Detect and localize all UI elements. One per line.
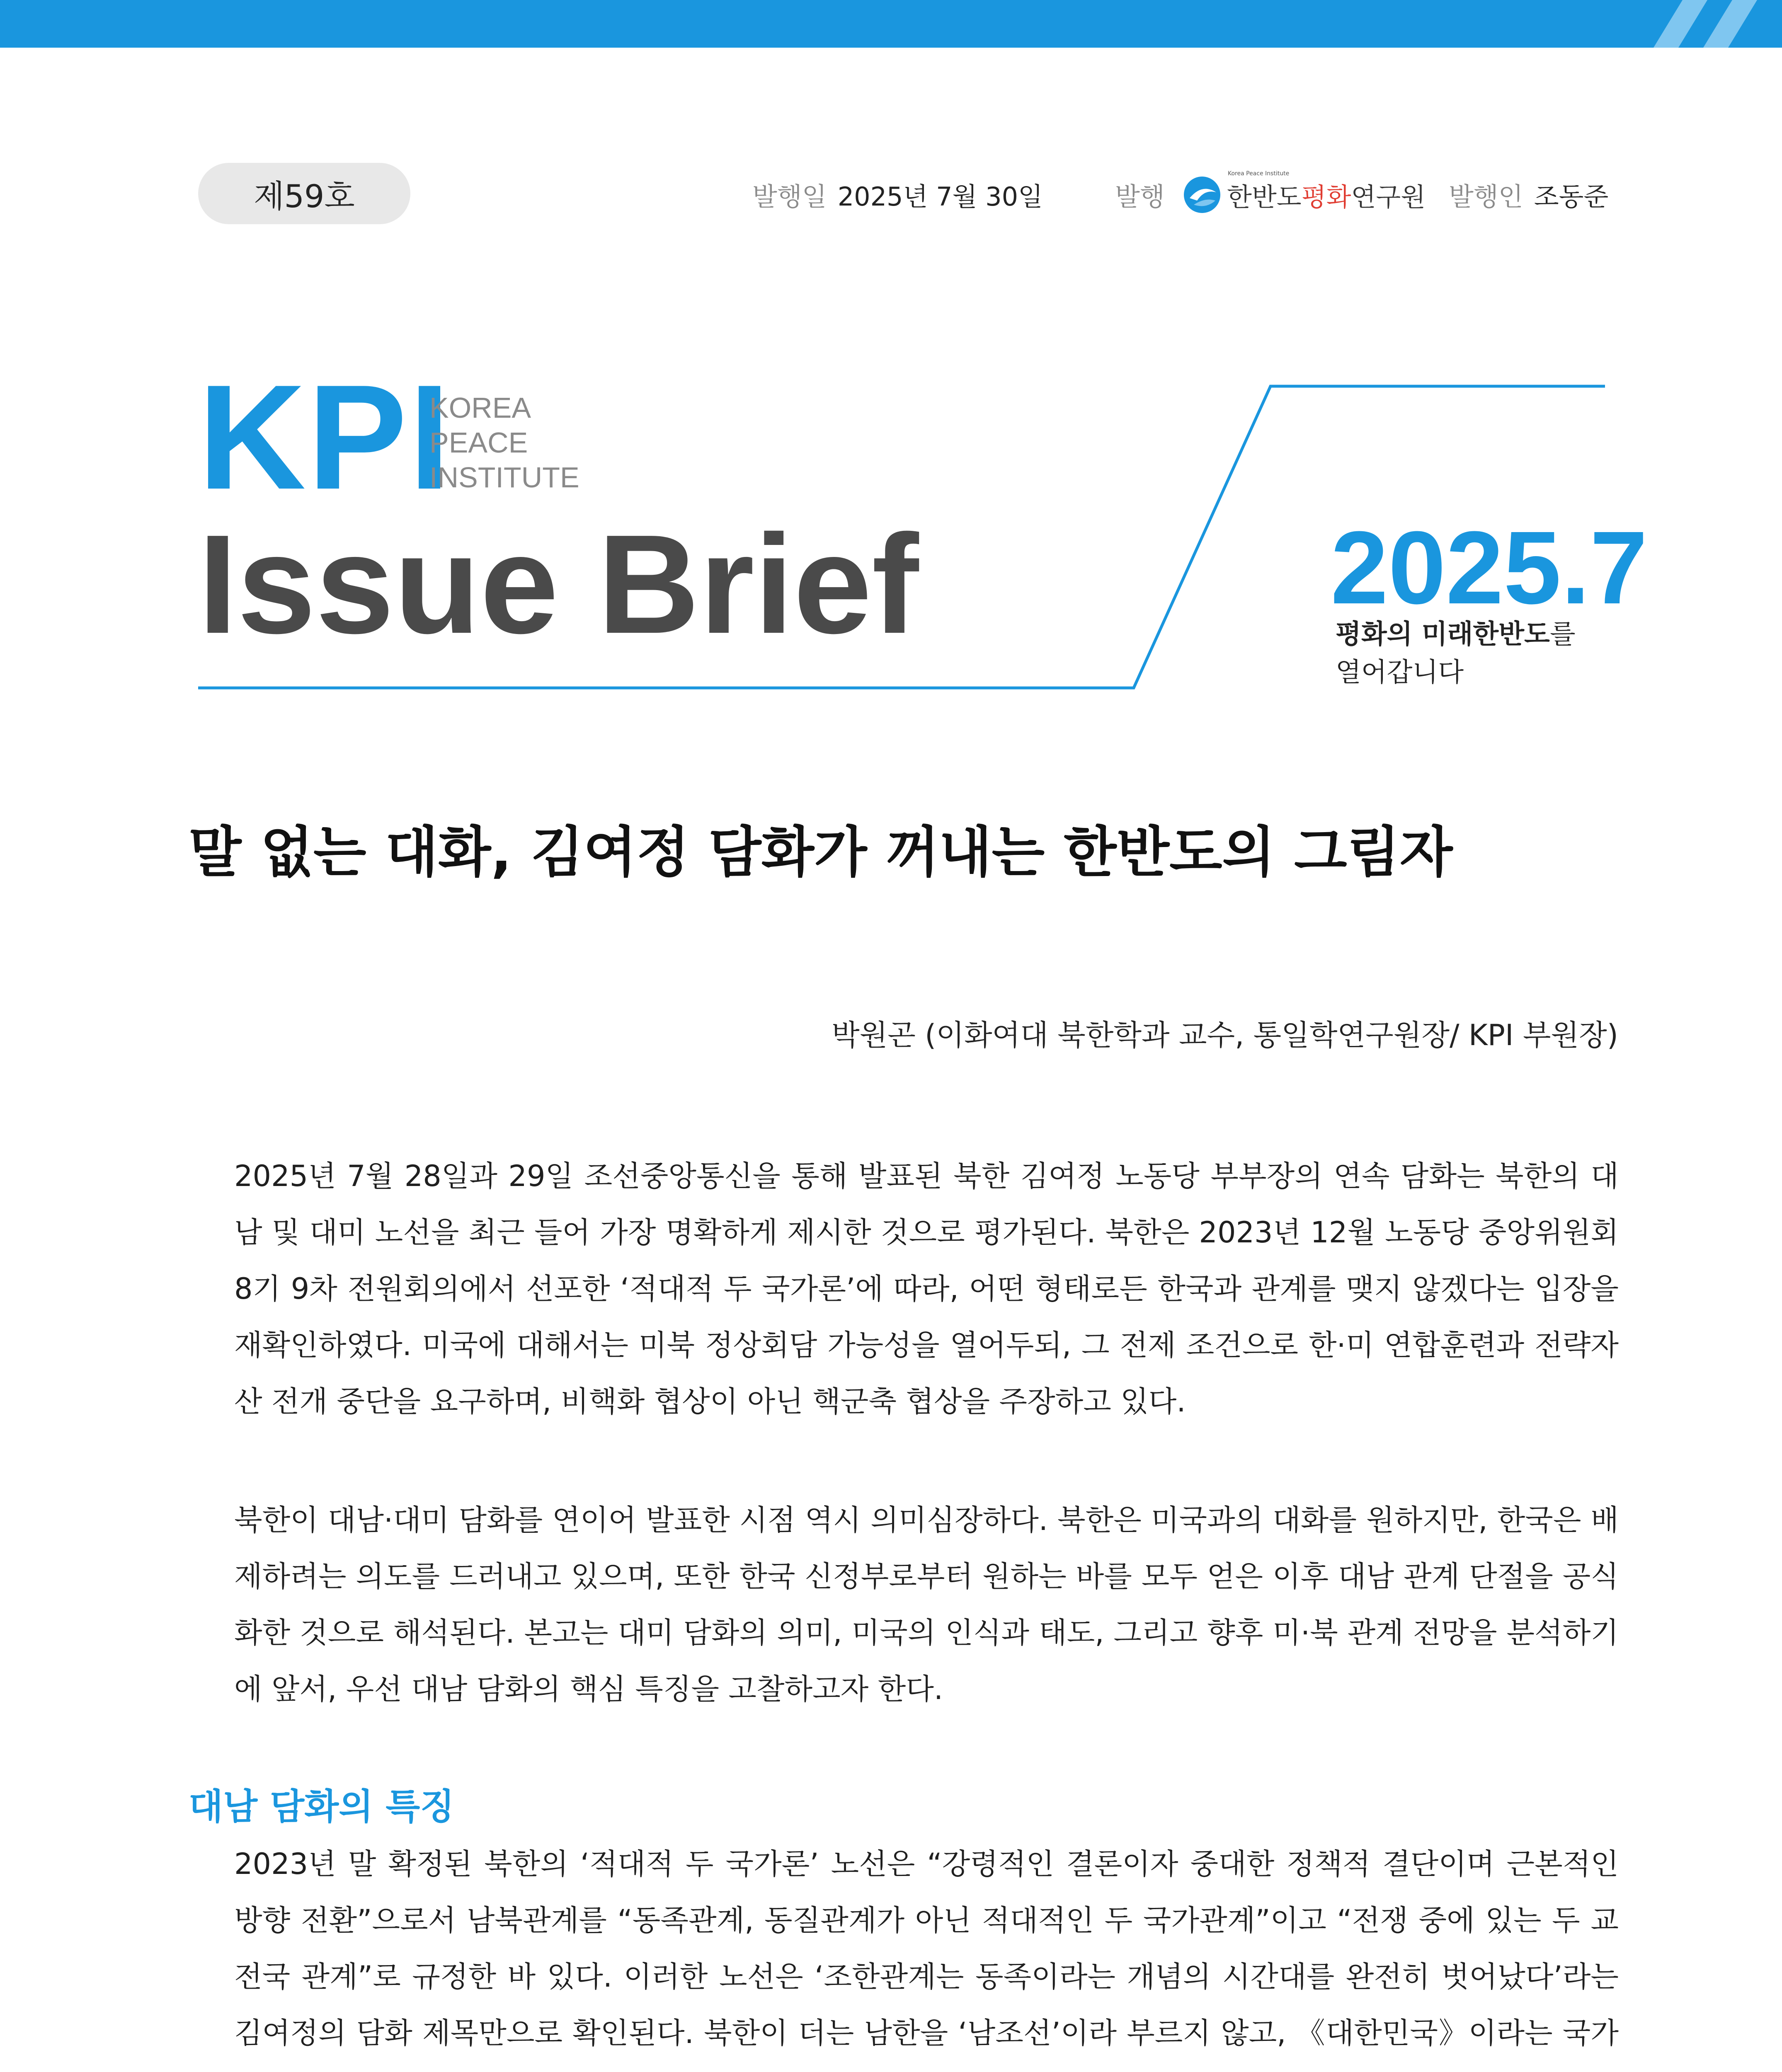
slogan-rest: 를 xyxy=(1549,619,1576,650)
body-paragraph: 2025년 7월 28일과 29일 조선중앙통신을 통해 발표된 북한 김여정 노동당 부부장의 연속 담화는 북한의 대남 및 대미 노선을 최근 들어 가장 명확하게 제시한 것으로 평가된다. 북한은 2023년 12월 노동당 중앙위원회 8기 9차 전원회의에서 선포한 ‘적대적 두 국가론’에 따라, 어떤 형태로든 한국과 관계를 맺지 않겠다는 입장을 재확인하였다. 미국에 대해서는 미북 정상회담 가능성을 열어두되, 그 전제 조건으로 한·미 연합훈련과 전략자산 전개 중단을 요구하며, 비핵화 협상이 아닌 핵군축 협상을 주장하고 있다. xyxy=(234,1159,1619,1418)
issue-number-badge: 제59호 xyxy=(198,163,410,224)
publish-date-label: 발행일 xyxy=(752,181,827,212)
series-title: Issue Brief xyxy=(198,506,919,663)
kpi-logo-text: KPI xyxy=(198,354,452,520)
banner-stripes xyxy=(1608,0,1782,48)
publisher-person-label: 발행인 xyxy=(1449,181,1523,212)
publisher-name xyxy=(1227,177,1426,213)
kpi-swirl-icon xyxy=(1181,174,1223,215)
kpi-logo-subtitle xyxy=(429,390,579,495)
slogan-line2: 열어갑니다 xyxy=(1336,657,1464,688)
publisher-logo xyxy=(1181,168,1426,222)
publish-date xyxy=(752,172,1043,217)
publisher-name-part: 연구원 xyxy=(1351,182,1426,212)
publisher-name-part: 한반도 xyxy=(1227,182,1302,212)
top-banner xyxy=(0,0,1782,48)
article-author: 박원곤 (이화여대 북한학과 교수, 통일학연구원장/ KPI 부원장) xyxy=(832,1018,1618,1052)
body-paragraph: 2023년 말 확정된 북한의 ‘적대적 두 국가론’ 노선은 “강령적인 결론이자 중대한 정책적 결단이며 근본적인 방향 전환”으로서 남북관계를 “동족관계, 동질관계가 아닌 적대적인 두 국가관계”이고 “전쟁 중에 있는 두 교전국 관계”로 규정한 바 있다. 이러한 노선은 ‘조한관계는 동족이라는 개념의 시간대를 완전히 벗어났다’라는 김여정의 담화 제목만으로 확인된다. 북한이 더는 남한을 ‘남조선’이라 부르지 않고, 《대한민국》이라는 국가 xyxy=(234,1847,1619,2050)
kpi-sub-line: PEACE xyxy=(429,426,528,459)
slogan-bold: 평화의 미래한반도 xyxy=(1336,619,1550,650)
publisher-person xyxy=(1449,172,1608,217)
publisher-logo-english: Korea Peace Institute xyxy=(1228,170,1290,177)
kpi-sub-line: KOREA xyxy=(429,392,531,424)
publisher-label: 발행 xyxy=(1115,181,1165,212)
publisher-name-peace: 평화 xyxy=(1301,182,1351,212)
section-heading: 대남 담화의 특징 xyxy=(189,1786,455,1828)
issue-date: 2025.7 xyxy=(1331,510,1648,625)
slogan xyxy=(1336,615,1576,692)
publish-date-value: 2025년 7월 30일 xyxy=(837,181,1043,212)
kpi-sub-line: INSTITUTE xyxy=(429,461,579,494)
publisher xyxy=(1115,172,1176,217)
article-title: 말 없는 대화, 김여정 담화가 꺼내는 한반도의 그림자 xyxy=(189,821,1453,884)
publisher-person-value: 조동준 xyxy=(1534,181,1609,212)
body-paragraph: 북한이 대남·대미 담화를 연이어 발표한 시점 역시 의미심장하다. 북한은 미국과의 대화를 원하지만, 한국은 배제하려는 의도를 드러내고 있으며, 또한 한국 신정부로부터 원하는 바를 모두 얻은 이후 대남 관계 단절을 공식화한 것으로 해석된다. 본고는 대미 담화의 의미, 미국의 인식과 태도, 그리고 향후 미·북 관계 전망을 분석하기에 앞서, 우선 대남 담화의 핵심 특징을 고찰하고자 한다. xyxy=(234,1503,1619,1706)
